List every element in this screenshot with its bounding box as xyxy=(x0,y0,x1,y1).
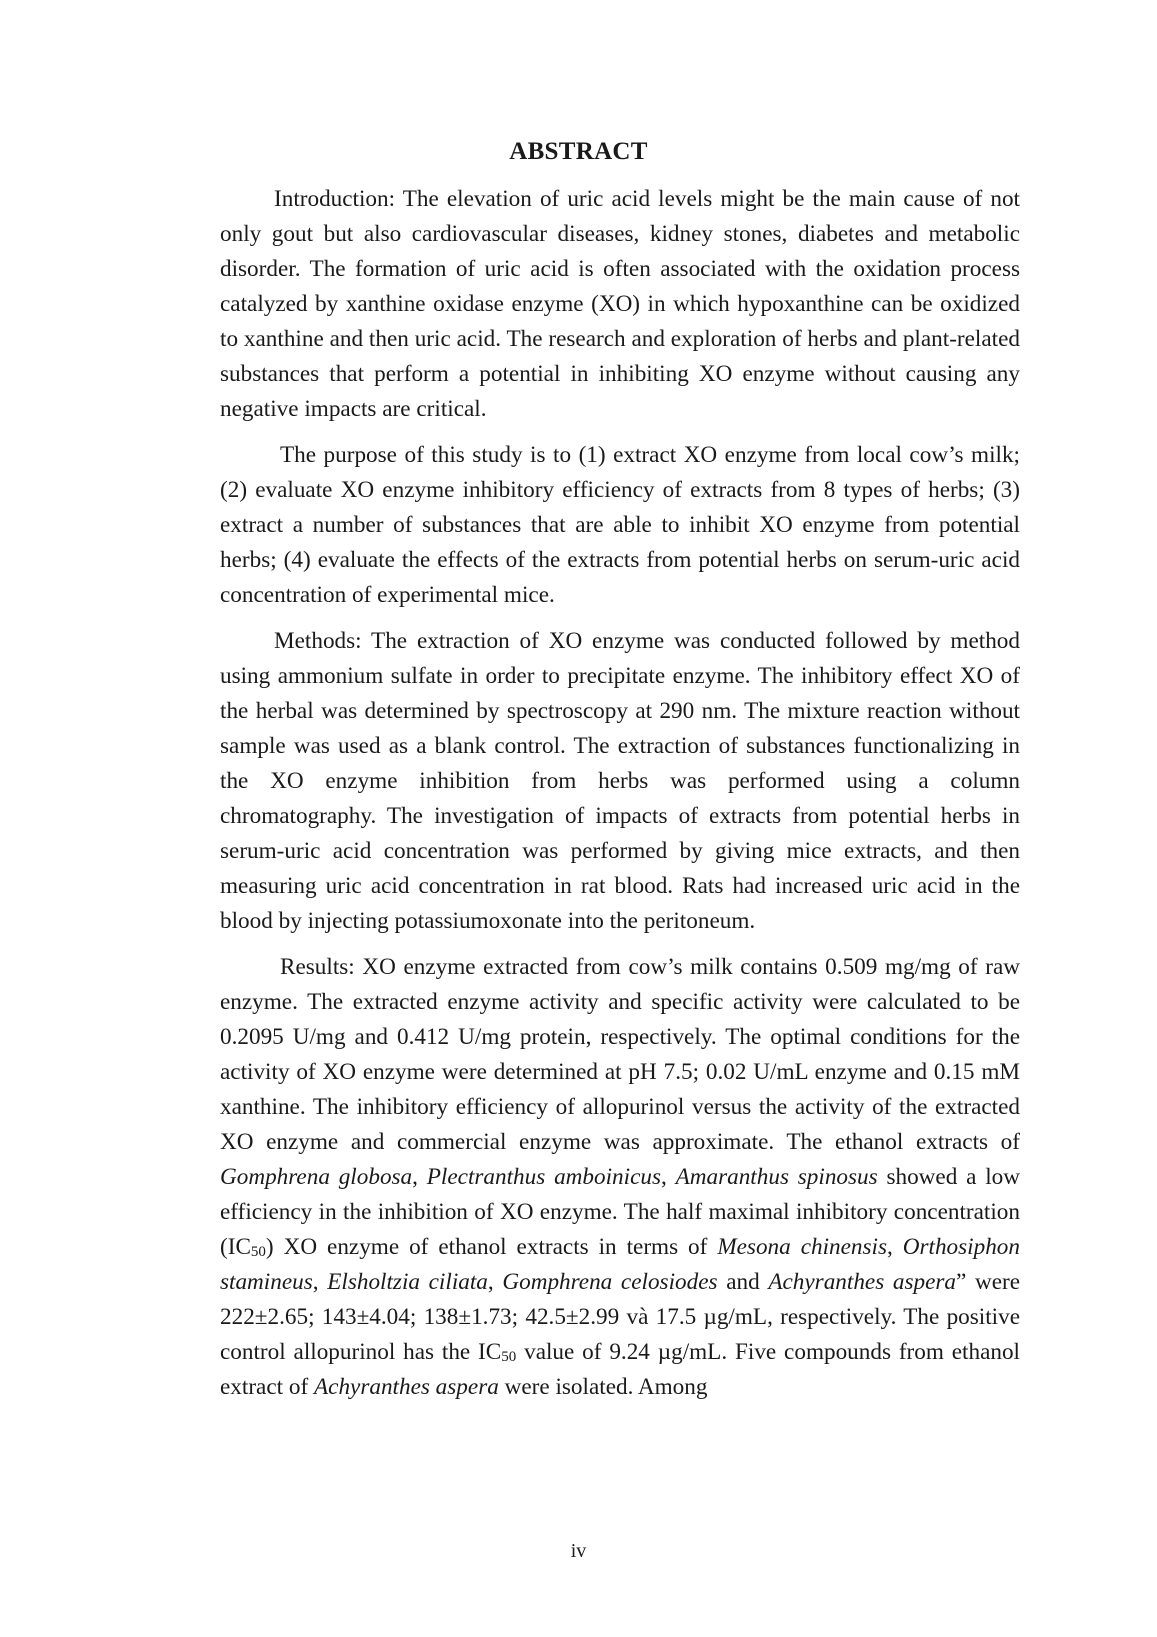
species-name: Orthosiphon stamineus xyxy=(220,1234,1020,1295)
abstract-heading: ABSTRACT xyxy=(509,138,648,165)
introduction-paragraph: Introduction: The elevation of uric acid levels might be the main cause of not only gout but also cardiovascular diseases, kidney stones, diabetes and metabolic disorder. The formation of uric acid is often associated with the oxidation process catalyzed by xanthine oxidase enzyme (XO) in which hypoxanthine can be oxidized to xanthine and then uric acid. The research and exploration of herbs and plant-related substances that perform a potential in inhibiting XO enzyme without causing any negative impacts are critical. xyxy=(220,186,1020,422)
species-name: Mesona chinensis xyxy=(717,1234,887,1260)
subscript: 50 xyxy=(501,1349,517,1365)
results-text: ” were 222±2.65; 143±4.04; 138±1.73; 42.5±2.99 và 17.5 µg/mL, respectively. The positive control allopurinol has the IC xyxy=(220,1269,1021,1365)
results-paragraph xyxy=(220,950,1020,1405)
results-text: , xyxy=(312,1269,328,1295)
page-number: iv xyxy=(570,1540,587,1562)
species-name: Gomphrena celosiodes xyxy=(502,1269,718,1295)
methods-paragraph: Methods: The extraction of XO enzyme was conducted followed by method using ammonium sulfate in order to precipitate enzyme. The inhibitory effect XO of the herbal was determined by spectroscopy at 290 nm. The mixture reaction without sample was used as a blank control. The extraction of substances functionalizing in the XO enzyme inhibition from herbs was performed using a column chromatography. The investigation of impacts of extracts from potential herbs in serum-uric acid concentration was performed by giving mice extracts, and then measuring uric acid concentration in rat blood. Rats had increased uric acid in the blood by injecting potassiumoxonate into the peritoneum. xyxy=(220,628,1020,934)
purpose-paragraph: The purpose of this study is to (1) extract XO enzyme from local cow’s milk; (2) evaluate XO enzyme inhibitory efficiency of extracts from 8 types of herbs; (3) extract a number of substances that are able to inhibit XO enzyme from potential herbs; (4) evaluate the effects of the extracts from potential herbs on serum-uric acid concentration of experimental mice. xyxy=(220,442,1020,608)
results-text: , xyxy=(487,1269,503,1295)
results-text: and xyxy=(717,1269,769,1295)
species-name: Achyranthes aspera xyxy=(768,1269,957,1295)
results-text: , xyxy=(660,1164,676,1190)
results-text: showed a low efficiency in the inhibition of XO enzyme. The half maximal inhibitory concentration (IC xyxy=(220,1164,1020,1260)
results-text: , xyxy=(412,1164,427,1190)
results-text: value of 9.24 µg/mL. Five compounds from ethanol extract of xyxy=(220,1339,1020,1400)
species-name: Plectranthus amboinicus xyxy=(426,1164,661,1190)
species-name: Amaranthus spinosus xyxy=(675,1164,878,1190)
results-text: were isolated. Among xyxy=(498,1374,708,1400)
subscript: 50 xyxy=(250,1244,266,1260)
results-text: , xyxy=(887,1234,903,1260)
results-text: Results: XO enzyme extracted from cow’s milk contains 0.509 mg/mg of raw enzyme. The extracted enzyme activity and specific activity were calculated to be 0.2095 U/mg and 0.412 U/mg protein, respectively. The optimal conditions for the activity of XO enzyme were determined at pH 7.5; 0.02 U/mL enzyme and 0.15 mM xanthine. The inhibitory efficiency of allopurinol versus the activity of the extracted XO enzyme and commercial enzyme was approximate. The ethanol extracts of xyxy=(220,954,1020,1155)
abstract-body xyxy=(220,182,1020,1416)
species-name: Achyranthes aspera xyxy=(313,1374,499,1400)
results-text: ) XO enzyme of ethanol extracts in terms of xyxy=(265,1234,718,1260)
species-name: Elsholtzia ciliata xyxy=(327,1269,488,1295)
species-name: Gomphrena globosa xyxy=(220,1164,413,1190)
